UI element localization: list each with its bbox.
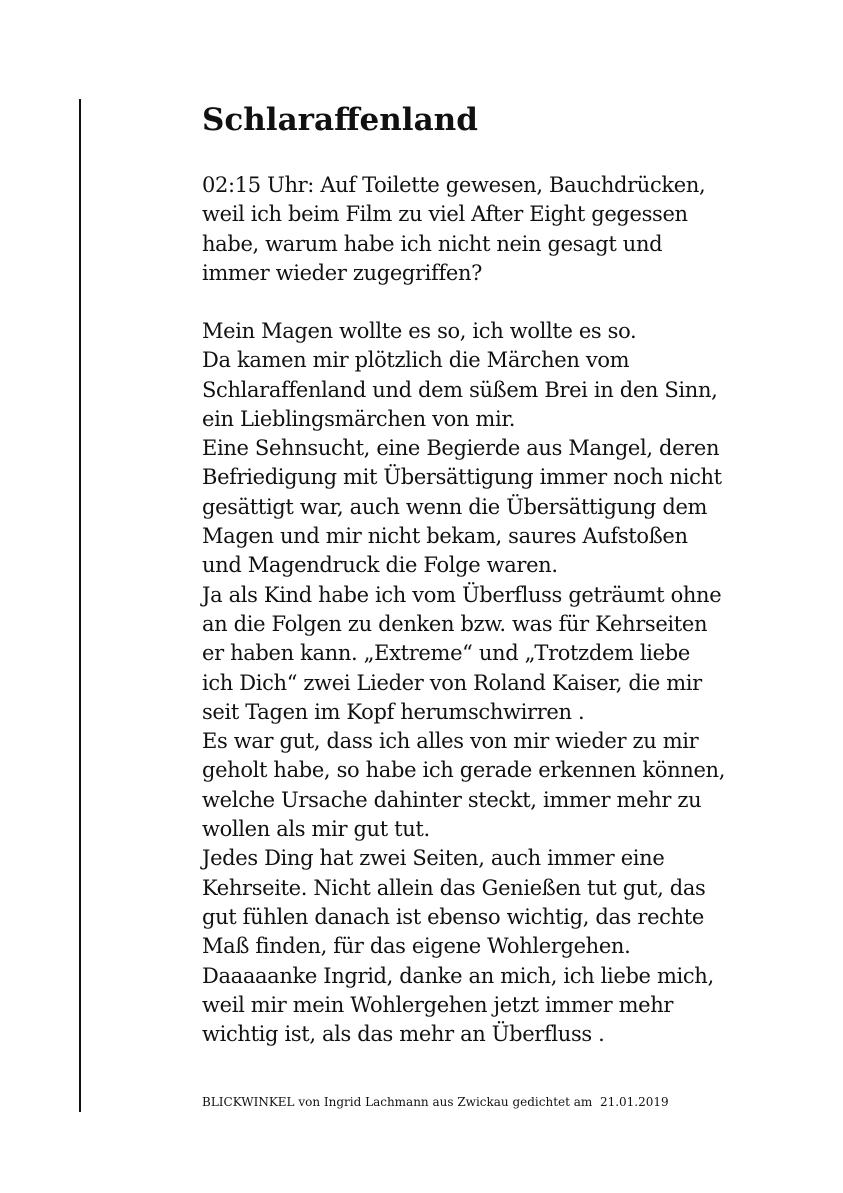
text-line: seit Tagen im Kopf herumschwirren . [202,699,585,724]
text-line: Kehrseite. Nicht allein das Genießen tut gut, das [202,875,706,900]
text-line: welche Ursache dahinter steckt, immer mehr zu [202,787,702,812]
text-line: immer wieder zugegriffen? [202,260,483,285]
text-line: ich Dich“ zwei Lieder von Roland Kaiser, die mir [202,670,702,695]
text-line: Schlaraffenland und dem süßem Brei in den Sinn, [202,377,718,402]
text-line: ein Lieblingsmärchen von mir. [202,406,516,431]
text-line: gut fühlen danach ist ebenso wichtig, das rechte [202,904,704,929]
paragraph-1 [202,171,762,288]
text-line: wollen als mir gut tut. [202,817,430,842]
paragraph-2 [202,317,762,1049]
page-title: Schlaraffenland [202,102,478,138]
text-line: Befriedigung mit Übersättigung immer noch nicht [202,465,722,490]
text-line: 02:15 Uhr: Auf Toilette gewesen, Bauchdrücken, [202,173,706,197]
text-line: an die Folgen zu denken bzw. was für Kehrseiten [202,611,708,636]
text-line: und Magendruck die Folge waren. [202,553,558,578]
text-line: gesättigt war, auch wenn die Übersättigung dem [202,494,708,519]
text-line: wichtig ist, als das mehr an Überfluss . [202,1022,605,1047]
text-line: geholt habe, so habe ich gerade erkennen können, [202,758,726,783]
text-line: Mein Magen wollte es so, ich wollte es so. [202,319,637,343]
text-line: er haben kann. „Extreme“ und „Trotzdem liebe [202,641,690,666]
text-line: Maß finden, für das eigene Wohlergehen. [202,934,631,959]
text-line: habe, warum habe ich nicht nein gesagt und [202,231,663,256]
left-margin-rule [79,99,81,1112]
text-line: weil mir mein Wohlergehen jetzt immer mehr [202,992,674,1017]
text-line: Magen und mir nicht bekam, saures Aufstoßen [202,524,688,549]
text-line: Da kamen mir plötzlich die Märchen vom [202,348,630,373]
text-line: Ja als Kind habe ich vom Überfluss geträumt ohne [202,582,722,607]
text-line: Eine Sehnsucht, eine Begierde aus Mangel, deren [202,436,720,461]
text-line: Daaaaanke Ingrid, danke an mich, ich liebe mich, [202,963,714,988]
footer-credit: BLICKWINKEL von Ingrid Lachmann aus Zwickau gedichtet am 21.01.2019 [202,1095,669,1109]
text-line: Jedes Ding hat zwei Seiten, auch immer eine [202,846,665,871]
text-line: Es war gut, dass ich alles von mir wieder zu mir [202,729,699,754]
text-line: weil ich beim Film zu viel After Eight gegessen [202,202,688,227]
